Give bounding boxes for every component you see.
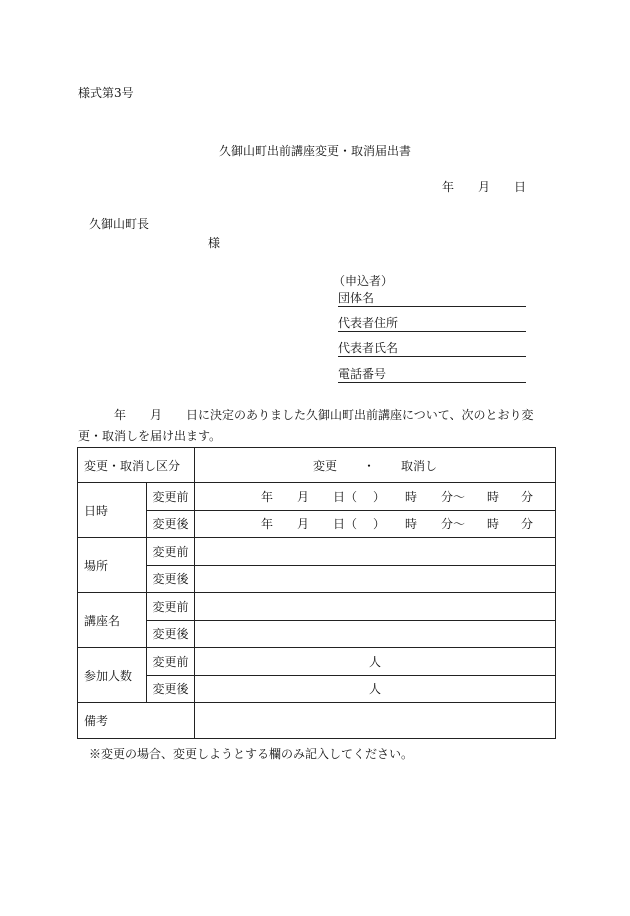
dt-unit: ）	[372, 489, 385, 504]
dt-unit: ）	[372, 517, 385, 532]
group-name-label: 団体名	[338, 291, 375, 305]
representative-address-field[interactable]	[338, 316, 526, 332]
addressee: 久御山町長	[89, 217, 150, 231]
table-row	[78, 648, 556, 676]
option-cancel[interactable]: 取消し	[401, 458, 438, 473]
before-label: 変更前	[147, 483, 195, 511]
table-row	[78, 675, 556, 703]
honorific: 様	[208, 236, 221, 250]
after-label: 変更後	[147, 565, 195, 593]
body-month: 月	[150, 408, 163, 422]
date-day: 日	[513, 180, 526, 194]
applicant-heading: （申込者）	[333, 274, 394, 288]
before-label: 変更前	[147, 648, 195, 676]
course-after-cell[interactable]	[195, 620, 556, 648]
dt-unit: 分～	[441, 489, 466, 504]
dt-unit: 時	[405, 517, 418, 532]
dt-unit: 年	[260, 489, 273, 504]
dt-unit: 分	[521, 489, 534, 504]
place-label: 場所	[78, 538, 147, 593]
before-label: 変更前	[147, 593, 195, 621]
dt-unit: 月	[296, 489, 309, 504]
participants-label: 参加人数	[78, 648, 147, 703]
phone-number-label: 電話番号	[338, 367, 387, 381]
participants-after-cell[interactable]	[195, 675, 556, 703]
dt-unit: 年	[260, 517, 273, 532]
table-row	[78, 448, 556, 483]
document-title: 久御山町出前講座変更・取消届出書	[218, 144, 411, 158]
body-year: 年	[114, 408, 127, 422]
participants-unit: 人	[369, 654, 382, 669]
table-row	[78, 510, 556, 538]
datetime-before-cell[interactable]	[195, 483, 556, 511]
dt-unit: 月	[296, 517, 309, 532]
type-label: 変更・取消し区分	[78, 448, 195, 483]
dt-unit: 時	[487, 489, 500, 504]
phone-number-field[interactable]	[338, 367, 526, 383]
representative-name-field[interactable]	[338, 341, 526, 357]
form-number: 様式第3号	[78, 86, 134, 100]
representative-address-label: 代表者住所	[338, 316, 399, 330]
table-row	[78, 620, 556, 648]
participants-before-cell[interactable]	[195, 648, 556, 676]
datetime-after	[201, 515, 549, 532]
datetime-after-cell[interactable]	[195, 510, 556, 538]
dt-unit: 時	[405, 489, 418, 504]
remarks-cell[interactable]	[195, 703, 556, 739]
option-change[interactable]: 変更	[312, 458, 337, 473]
after-label: 変更後	[147, 510, 195, 538]
place-after-cell[interactable]	[195, 565, 556, 593]
place-before-cell[interactable]	[195, 538, 556, 566]
change-cancel-table	[77, 447, 556, 739]
date-month: 月	[477, 180, 490, 194]
dt-unit: 分	[521, 517, 534, 532]
group-name-field[interactable]	[338, 291, 526, 307]
submission-date	[442, 181, 526, 193]
remarks-label: 備考	[78, 703, 195, 739]
table-row	[78, 593, 556, 621]
dt-unit: 日（	[332, 489, 357, 504]
datetime-label: 日時	[78, 483, 147, 538]
before-label: 変更前	[147, 538, 195, 566]
date-year: 年	[441, 180, 454, 194]
dt-unit: 分～	[441, 517, 466, 532]
course-before-cell[interactable]	[195, 593, 556, 621]
table-row	[78, 703, 556, 739]
participants-unit: 人	[369, 682, 382, 697]
dt-unit: 時	[487, 517, 500, 532]
option-separator: ・	[363, 458, 376, 473]
type-options-cell[interactable]	[195, 448, 556, 483]
declaration-text	[78, 405, 556, 447]
table-row	[78, 538, 556, 566]
course-label: 講座名	[78, 593, 147, 648]
body-text: 日に決定のありました久御山町出前講座について、次のとおり変更・取消しを届け出ます。	[78, 408, 534, 443]
table-row	[78, 483, 556, 511]
representative-name-label: 代表者氏名	[338, 341, 399, 355]
after-label: 変更後	[147, 675, 195, 703]
datetime-before	[201, 488, 549, 505]
footnote: ※変更の場合、変更しようとする欄のみ記入してください。	[89, 747, 414, 761]
dt-unit: 日（	[332, 517, 357, 532]
table-row	[78, 565, 556, 593]
after-label: 変更後	[147, 620, 195, 648]
